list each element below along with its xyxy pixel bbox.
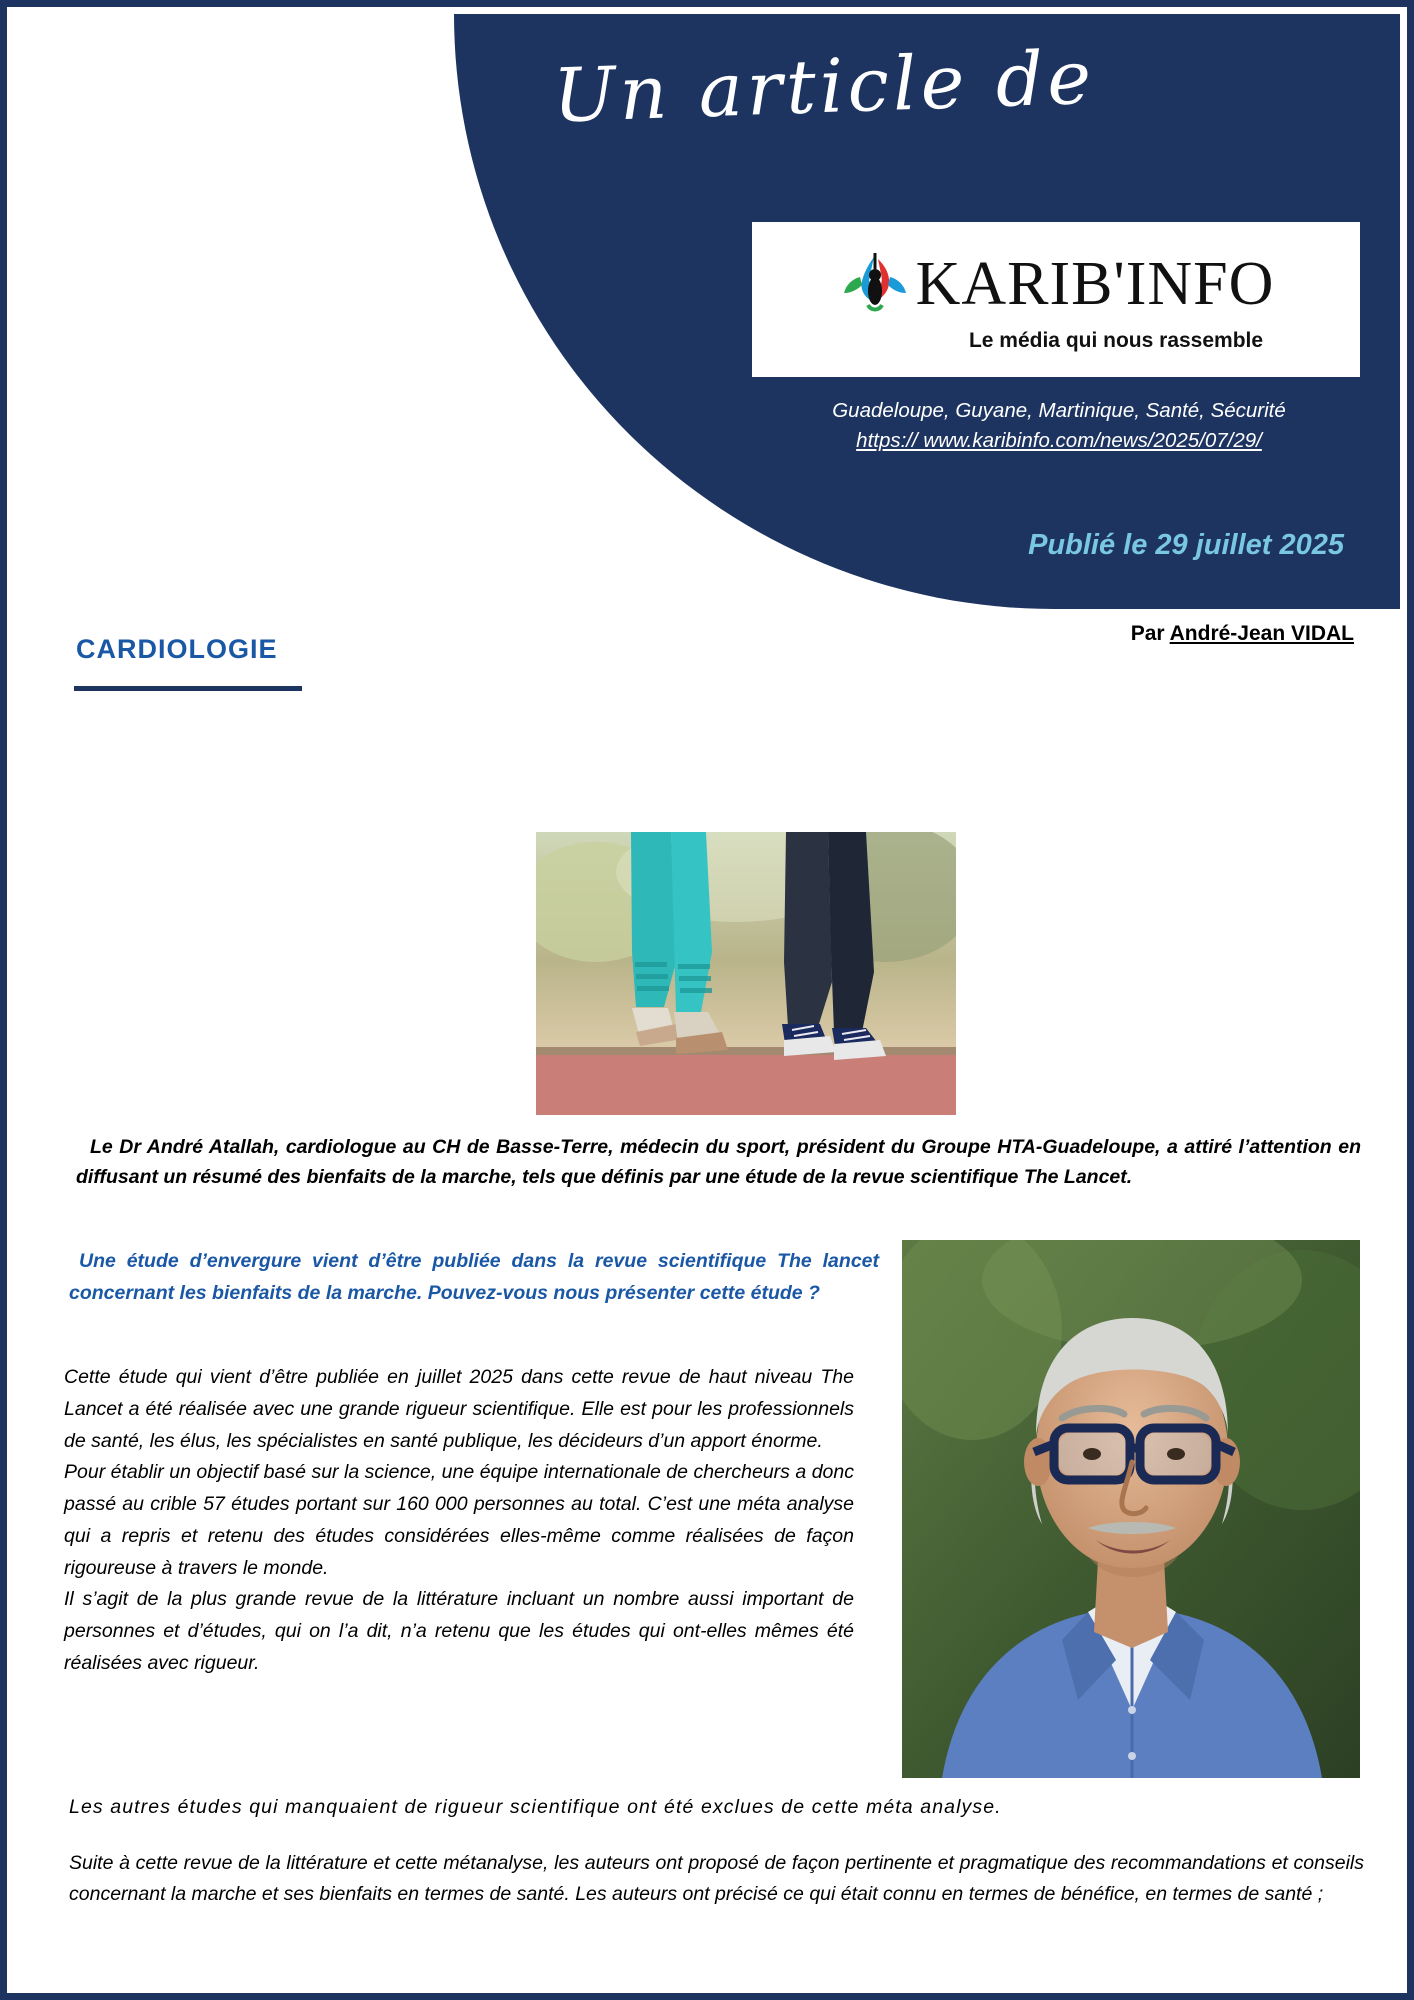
interview-answer bbox=[64, 1362, 854, 1680]
logo-wordmark: KARIB'INFO bbox=[915, 249, 1275, 318]
published-date: Publié le 29 juillet 2025 bbox=[1028, 529, 1344, 561]
answer-paragraph-3: Il s’agit de la plus grande revue de la littérature incluant un nombre aussi important de personnes et d’études, qui on l’a dit, n’a retenu que les études qui ont-elles mêmes été réalisées avec rigueur. bbox=[64, 1588, 854, 1675]
byline bbox=[794, 622, 1354, 646]
hummingbird-icon bbox=[838, 247, 912, 321]
lead-paragraph: Le Dr André Atallah, cardiologue au CH de Basse-Terre, médecin du sport, président du Groupe HTA-Guadeloupe, a attiré l’attention en diffusant un résumé des bienfaits de la marche, tels que définis par une étude de la revue scientifique The Lancet. bbox=[76, 1136, 1361, 1189]
byline-prefix: Par bbox=[1130, 622, 1170, 645]
byline-author: André-Jean VIDAL bbox=[1169, 622, 1354, 645]
answer-paragraph-2: Pour établir un objectif basé sur la science, une équipe internationale de chercheurs a donc passé au crible 57 études portant sur 160 000 personnes au total. C’est une méta analyse qui a repris et retenu des études considérées elles-même comme réalisées de façon rigoureuse à travers le monde. bbox=[64, 1461, 854, 1579]
header-meta bbox=[714, 396, 1400, 455]
regions-line: Guadeloupe, Guyane, Martinique, Santé, Sécurité bbox=[832, 399, 1286, 422]
header-script-title: Un article de bbox=[551, 34, 1097, 140]
source-url[interactable]: https:// www.karibinfo.com/news/2025/07/29/ bbox=[856, 428, 1262, 452]
excluded-studies-line: Les autres études qui manquaient de rigueur scientifique ont été exclues de cette méta analyse. bbox=[69, 1796, 1002, 1818]
section-underline bbox=[74, 686, 302, 691]
closing-paragraph: Suite à cette revue de la littérature et cette métanalyse, les auteurs ont proposé de façon pertinente et pragmatique des recommandations et conseils concernant la marche et ses bienfaits en termes de santé. Les auteurs ont précisé ce qui était connu en termes de bénéfice, en termes de santé ; bbox=[69, 1852, 1364, 1905]
portrait-photo bbox=[902, 1240, 1360, 1778]
karibinfo-logo bbox=[752, 222, 1360, 377]
logo-tagline: Le média qui nous rassemble bbox=[968, 328, 1264, 352]
answer-paragraph-1: Cette étude qui vient d’être publiée en juillet 2025 dans cette revue de haut niveau The Lancet a été réalisée avec une grande rigueur scientifique. Elle est pour les professionnels de santé, les élus, les spécialistes en santé publique, les décideurs d’un apport énorme. bbox=[64, 1366, 854, 1452]
interview-question: Une étude d’envergure vient d’être publiée dans la revue scientifique The lancet concernant les bienfaits de la marche. Pouvez-vous nous présenter cette étude ? bbox=[69, 1250, 879, 1304]
page-body bbox=[14, 14, 1400, 1986]
section-title: CARDIOLOGIE bbox=[76, 634, 278, 664]
walking-photo bbox=[536, 832, 956, 1115]
